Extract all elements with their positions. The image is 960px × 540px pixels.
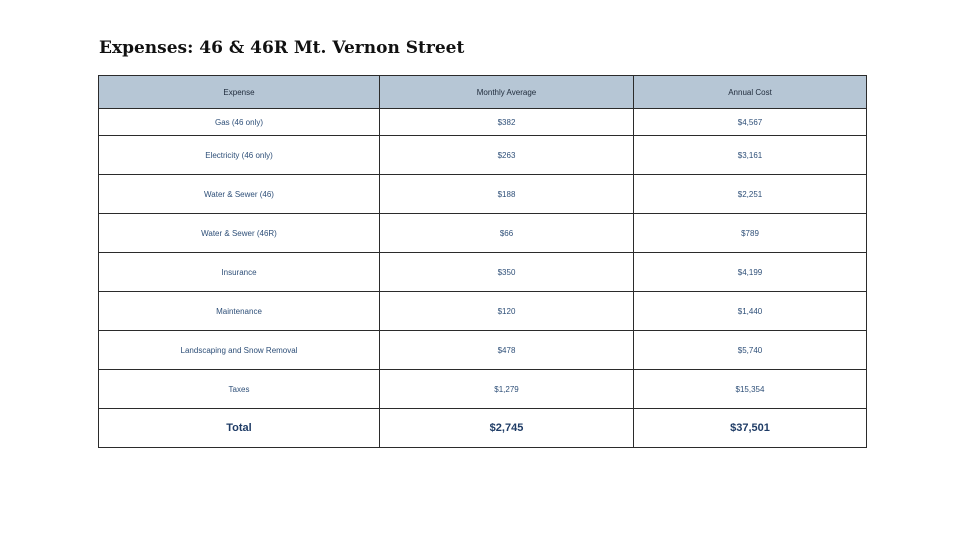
monthly-cell: $188 xyxy=(380,175,634,214)
annual-cell: $15,354 xyxy=(634,370,867,409)
table-row xyxy=(99,370,867,409)
expense-cell: Insurance xyxy=(99,253,380,292)
table-row xyxy=(99,292,867,331)
total-annual: $37,501 xyxy=(634,409,867,448)
monthly-cell: $382 xyxy=(380,109,634,136)
expense-cell: Electricity (46 only) xyxy=(99,136,380,175)
annual-cell: $4,567 xyxy=(634,109,867,136)
monthly-cell: $66 xyxy=(380,214,634,253)
table-row xyxy=(99,109,867,136)
table-row xyxy=(99,175,867,214)
column-header-expense: Expense xyxy=(99,76,380,109)
annual-cell: $2,251 xyxy=(634,175,867,214)
total-monthly: $2,745 xyxy=(380,409,634,448)
monthly-cell: $350 xyxy=(380,253,634,292)
table-row xyxy=(99,214,867,253)
expense-cell: Water & Sewer (46R) xyxy=(99,214,380,253)
annual-cell: $5,740 xyxy=(634,331,867,370)
table-header-row xyxy=(99,76,867,109)
page-title: Expenses: 46 & 46R Mt. Vernon Street xyxy=(99,38,465,58)
monthly-cell: $120 xyxy=(380,292,634,331)
annual-cell: $4,199 xyxy=(634,253,867,292)
total-label: Total xyxy=(99,409,380,448)
table-row xyxy=(99,136,867,175)
column-header-annual-cost: Annual Cost xyxy=(634,76,867,109)
table-row xyxy=(99,253,867,292)
column-header-monthly-average: Monthly Average xyxy=(380,76,634,109)
expense-cell: Water & Sewer (46) xyxy=(99,175,380,214)
annual-cell: $1,440 xyxy=(634,292,867,331)
monthly-cell: $478 xyxy=(380,331,634,370)
expense-cell: Taxes xyxy=(99,370,380,409)
expense-cell: Gas (46 only) xyxy=(99,109,380,136)
annual-cell: $789 xyxy=(634,214,867,253)
annual-cell: $3,161 xyxy=(634,136,867,175)
total-row xyxy=(99,409,867,448)
expense-cell: Landscaping and Snow Removal xyxy=(99,331,380,370)
table-row xyxy=(99,331,867,370)
expenses-table xyxy=(98,75,867,448)
monthly-cell: $1,279 xyxy=(380,370,634,409)
monthly-cell: $263 xyxy=(380,136,634,175)
expense-cell: Maintenance xyxy=(99,292,380,331)
